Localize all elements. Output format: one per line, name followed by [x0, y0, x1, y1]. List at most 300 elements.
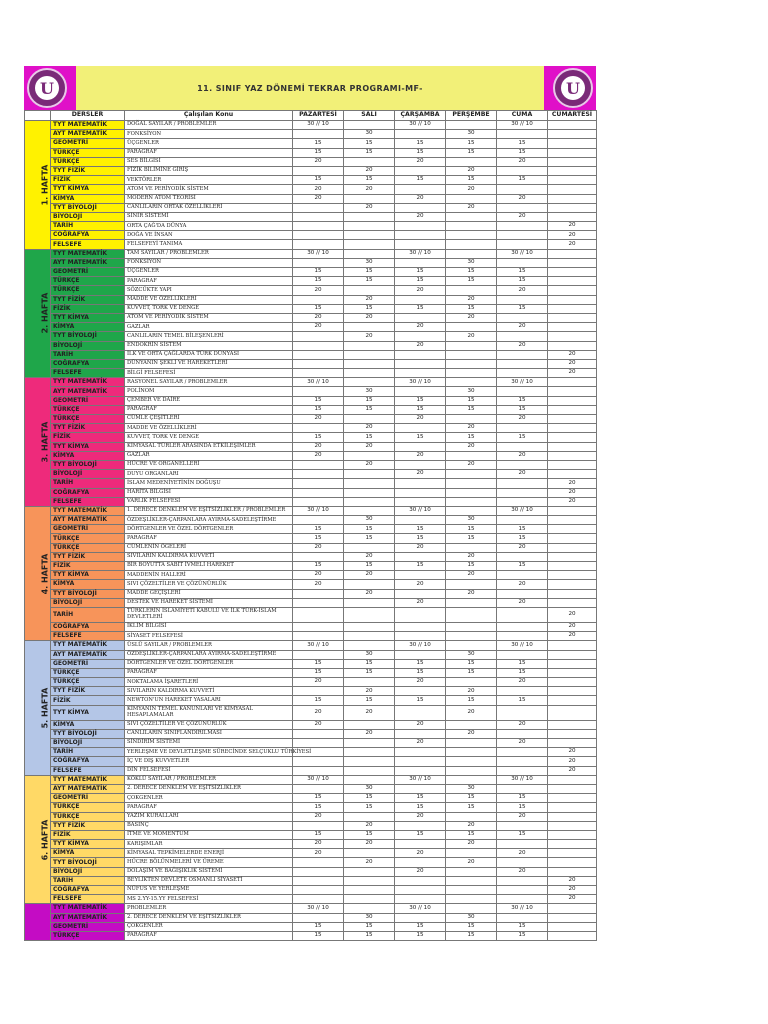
- duration-cell: [344, 757, 395, 766]
- duration-cell: 20: [446, 840, 497, 849]
- duration-cell: [548, 258, 597, 267]
- duration-cell: [395, 858, 446, 867]
- subject-cell: BİYOLOJİ: [51, 739, 125, 748]
- duration-cell: [548, 678, 597, 687]
- duration-cell: [446, 775, 497, 784]
- duration-cell: 15: [293, 794, 344, 803]
- table-row: [25, 387, 597, 396]
- duration-cell: 20: [497, 157, 548, 166]
- table-row: [25, 552, 597, 561]
- duration-cell: 15: [395, 277, 446, 286]
- topic-cell: İSLAM MEDENİYETİNİN DOĞUŞU: [125, 479, 293, 488]
- subject-cell: TYT FİZİK: [51, 687, 125, 696]
- table-row: [25, 139, 597, 148]
- table-row: [25, 516, 597, 525]
- duration-cell: [446, 240, 497, 249]
- topic-cell: BİR BOYUTTA SABİT İVMELİ HAREKET: [125, 562, 293, 571]
- duration-cell: [344, 678, 395, 687]
- duration-cell: 15: [446, 922, 497, 931]
- subject-cell: AYT MATEMATİK: [51, 516, 125, 525]
- duration-cell: 20: [497, 678, 548, 687]
- topic-cell: İÇ VE DIŞ KUVVETLER: [125, 757, 293, 766]
- topic-cell: GAZLAR: [125, 323, 293, 332]
- topic-cell: PARAGRAF: [125, 148, 293, 157]
- duration-cell: [497, 571, 548, 580]
- table-row: [25, 488, 597, 497]
- duration-cell: 15: [344, 659, 395, 668]
- table-row: [25, 641, 597, 650]
- duration-cell: 15: [446, 304, 497, 313]
- duration-cell: [548, 121, 597, 130]
- duration-cell: [293, 470, 344, 479]
- topic-cell: HARİTA BİLGİSİ: [125, 488, 293, 497]
- duration-cell: 15: [344, 803, 395, 812]
- duration-cell: [395, 757, 446, 766]
- topic-cell: FİZİK BİLİMİNE GİRİŞ: [125, 166, 293, 175]
- duration-cell: 20: [344, 442, 395, 451]
- duration-cell: 20: [344, 858, 395, 867]
- subject-cell: TYT BİYOLOJİ: [51, 332, 125, 341]
- col-header-wednesday: ÇARŞAMBA: [395, 111, 446, 121]
- duration-cell: [548, 598, 597, 607]
- duration-cell: [344, 378, 395, 387]
- duration-cell: [395, 295, 446, 304]
- duration-cell: 30 // 10: [497, 249, 548, 258]
- duration-cell: [548, 203, 597, 212]
- duration-cell: [548, 849, 597, 858]
- duration-cell: [497, 387, 548, 396]
- duration-cell: 20: [344, 460, 395, 469]
- duration-cell: [446, 286, 497, 295]
- table-row: [25, 332, 597, 341]
- duration-cell: 30 // 10: [497, 506, 548, 515]
- duration-cell: 20: [395, 812, 446, 821]
- table-row: [25, 632, 597, 641]
- duration-cell: [395, 650, 446, 659]
- duration-cell: [293, 687, 344, 696]
- duration-cell: 15: [344, 277, 395, 286]
- duration-cell: 20: [497, 720, 548, 729]
- duration-cell: 20: [548, 350, 597, 359]
- duration-cell: 15: [293, 696, 344, 705]
- duration-cell: 30 // 10: [497, 378, 548, 387]
- duration-cell: [446, 369, 497, 378]
- subject-cell: TARİH: [51, 350, 125, 359]
- table-row: [25, 543, 597, 552]
- duration-cell: 20: [446, 552, 497, 561]
- duration-cell: 15: [395, 396, 446, 405]
- duration-cell: [548, 571, 597, 580]
- table-row: [25, 378, 597, 387]
- duration-cell: 30: [344, 784, 395, 793]
- duration-cell: [344, 766, 395, 775]
- table-row: [25, 784, 597, 793]
- week-column-header: [25, 111, 51, 121]
- topic-cell: KUVVET, TORK VE DENGE: [125, 304, 293, 313]
- table-row: [25, 212, 597, 221]
- duration-cell: 15: [497, 433, 548, 442]
- duration-cell: [497, 166, 548, 175]
- table-row: [25, 659, 597, 668]
- subject-cell: KİMYA: [51, 849, 125, 858]
- duration-cell: [344, 886, 395, 895]
- duration-cell: [344, 598, 395, 607]
- duration-cell: 20: [293, 323, 344, 332]
- topic-cell: DOLAŞIM VE BAĞIŞIKLIK SİSTEMİ: [125, 867, 293, 876]
- col-header-topic: Çalışılan Konu: [125, 111, 293, 121]
- subject-cell: GEOMETRİ: [51, 659, 125, 668]
- table-row: [25, 668, 597, 677]
- duration-cell: 20: [497, 739, 548, 748]
- duration-cell: 20: [446, 589, 497, 598]
- topic-cell: NEWTON'UN HAREKET YASALARI: [125, 696, 293, 705]
- duration-cell: 15: [344, 696, 395, 705]
- duration-cell: [548, 433, 597, 442]
- duration-cell: 20: [344, 203, 395, 212]
- topic-cell: ATOM VE PERİYODİK SİSTEM: [125, 185, 293, 194]
- duration-cell: [497, 650, 548, 659]
- duration-cell: 30 // 10: [497, 121, 548, 130]
- duration-cell: [293, 867, 344, 876]
- duration-cell: [497, 607, 548, 622]
- duration-cell: [293, 166, 344, 175]
- duration-cell: [497, 442, 548, 451]
- duration-cell: 15: [344, 268, 395, 277]
- subject-cell: FELSEFE: [51, 369, 125, 378]
- duration-cell: [548, 867, 597, 876]
- duration-cell: 30 // 10: [293, 641, 344, 650]
- duration-cell: 20: [395, 212, 446, 221]
- duration-cell: [446, 876, 497, 885]
- duration-cell: 20: [344, 729, 395, 738]
- duration-cell: 15: [293, 931, 344, 940]
- duration-cell: [344, 506, 395, 515]
- duration-cell: [395, 632, 446, 641]
- duration-cell: 15: [344, 525, 395, 534]
- schedule-sheet: [24, 66, 596, 941]
- subject-cell: TYT MATEMATİK: [51, 249, 125, 258]
- subject-cell: TYT MATEMATİK: [51, 641, 125, 650]
- subject-cell: COĞRAFYA: [51, 359, 125, 368]
- duration-cell: [446, 506, 497, 515]
- topic-cell: ORTA ÇAĞ'DA DÜNYA: [125, 222, 293, 231]
- duration-cell: 30 // 10: [293, 378, 344, 387]
- duration-cell: 15: [446, 931, 497, 940]
- duration-cell: [497, 748, 548, 757]
- duration-cell: 20: [344, 295, 395, 304]
- duration-cell: [344, 580, 395, 589]
- table-row: [25, 904, 597, 913]
- duration-cell: [548, 840, 597, 849]
- duration-cell: 20: [446, 295, 497, 304]
- duration-cell: [344, 849, 395, 858]
- duration-cell: 20: [395, 543, 446, 552]
- duration-cell: 15: [497, 405, 548, 414]
- topic-cell: HÜCRE BÖLÜNMELERİ VE ÜREME: [125, 858, 293, 867]
- duration-cell: 15: [293, 525, 344, 534]
- duration-cell: [446, 849, 497, 858]
- duration-cell: [446, 497, 497, 506]
- duration-cell: [395, 840, 446, 849]
- duration-cell: 15: [446, 794, 497, 803]
- duration-cell: [497, 203, 548, 212]
- duration-cell: 20: [344, 571, 395, 580]
- duration-cell: 15: [395, 562, 446, 571]
- duration-cell: [293, 460, 344, 469]
- duration-cell: [548, 415, 597, 424]
- table-row: [25, 313, 597, 322]
- subject-cell: TÜRKÇE: [51, 668, 125, 677]
- duration-cell: [446, 488, 497, 497]
- duration-cell: 15: [497, 277, 548, 286]
- duration-cell: [293, 231, 344, 240]
- duration-cell: [395, 203, 446, 212]
- topic-cell: İLK VE ORTA ÇAĞLARDA TÜRK DÜNYASI: [125, 350, 293, 359]
- duration-cell: 30 // 10: [395, 506, 446, 515]
- duration-cell: 15: [395, 304, 446, 313]
- table-row: [25, 696, 597, 705]
- duration-cell: 20: [497, 212, 548, 221]
- subject-cell: TYT FİZİK: [51, 166, 125, 175]
- table-row: [25, 258, 597, 267]
- duration-cell: [446, 739, 497, 748]
- topic-cell: KÖKLÜ SAYILAR / PROBLEMLER: [125, 775, 293, 784]
- duration-cell: 15: [497, 268, 548, 277]
- duration-cell: 15: [395, 268, 446, 277]
- table-row: [25, 203, 597, 212]
- subject-cell: GEOMETRİ: [51, 396, 125, 405]
- duration-cell: 30 // 10: [497, 641, 548, 650]
- duration-cell: [446, 121, 497, 130]
- table-row: [25, 622, 597, 631]
- table-row: [25, 396, 597, 405]
- duration-cell: [497, 705, 548, 720]
- duration-cell: [293, 589, 344, 598]
- duration-cell: [344, 369, 395, 378]
- table-row: [25, 415, 597, 424]
- table-row: [25, 277, 597, 286]
- subject-cell: TÜRKÇE: [51, 286, 125, 295]
- duration-cell: 20: [395, 415, 446, 424]
- duration-cell: [446, 895, 497, 904]
- subject-cell: COĞRAFYA: [51, 488, 125, 497]
- subject-cell: KİMYA: [51, 323, 125, 332]
- duration-cell: [548, 720, 597, 729]
- duration-cell: 15: [344, 176, 395, 185]
- duration-cell: 20: [446, 442, 497, 451]
- topic-cell: MADDE VE ÖZELLİKLERİ: [125, 295, 293, 304]
- duration-cell: 30 // 10: [497, 904, 548, 913]
- subject-cell: COĞRAFYA: [51, 757, 125, 766]
- topic-cell: SÖZCÜKTE YAPI: [125, 286, 293, 295]
- duration-cell: [497, 359, 548, 368]
- duration-cell: [395, 571, 446, 580]
- duration-cell: [344, 812, 395, 821]
- duration-cell: [344, 323, 395, 332]
- duration-cell: 20: [548, 886, 597, 895]
- duration-cell: [497, 350, 548, 359]
- table-row: [25, 571, 597, 580]
- duration-cell: 15: [446, 139, 497, 148]
- subject-cell: TYT MATEMATİK: [51, 506, 125, 515]
- table-row: [25, 895, 597, 904]
- topic-cell: DOĞA VE İNSAN: [125, 231, 293, 240]
- subject-cell: FELSEFE: [51, 632, 125, 641]
- duration-cell: 30 // 10: [395, 249, 446, 258]
- duration-cell: [497, 913, 548, 922]
- topic-cell: ATOM VE PERİYODİK SİSTEM: [125, 313, 293, 322]
- duration-cell: [497, 821, 548, 830]
- col-header-thursday: PERŞEMBE: [446, 111, 497, 121]
- table-row: [25, 222, 597, 231]
- table-row: [25, 295, 597, 304]
- subject-cell: TYT FİZİK: [51, 424, 125, 433]
- duration-cell: 20: [548, 240, 597, 249]
- duration-cell: [446, 867, 497, 876]
- table-row: [25, 304, 597, 313]
- duration-cell: 15: [497, 525, 548, 534]
- subject-cell: TYT KİMYA: [51, 442, 125, 451]
- duration-cell: 20: [293, 720, 344, 729]
- topic-cell: YAZIM KURALLARI: [125, 812, 293, 821]
- topic-cell: NOKTALAMA İŞARETLERİ: [125, 678, 293, 687]
- topic-cell: CÜMLENİN ÖGELERİ: [125, 543, 293, 552]
- duration-cell: [344, 286, 395, 295]
- duration-cell: 20: [446, 313, 497, 322]
- duration-cell: [497, 858, 548, 867]
- table-row: [25, 185, 597, 194]
- duration-cell: [497, 729, 548, 738]
- topic-cell: PROBLEMLER: [125, 904, 293, 913]
- subject-cell: FİZİK: [51, 830, 125, 839]
- table-row: [25, 470, 597, 479]
- table-row: [25, 794, 597, 803]
- subject-cell: TYT KİMYA: [51, 313, 125, 322]
- col-header-lessons: DERSLER: [51, 111, 125, 121]
- subject-cell: TÜRKÇE: [51, 415, 125, 424]
- duration-cell: [395, 222, 446, 231]
- duration-cell: 15: [395, 830, 446, 839]
- duration-cell: [548, 387, 597, 396]
- duration-cell: [548, 470, 597, 479]
- duration-cell: [344, 479, 395, 488]
- duration-cell: [548, 641, 597, 650]
- duration-cell: [548, 194, 597, 203]
- table-row: [25, 442, 597, 451]
- duration-cell: [446, 415, 497, 424]
- duration-cell: 30: [446, 516, 497, 525]
- topic-cell: PARAGRAF: [125, 803, 293, 812]
- table-row: [25, 678, 597, 687]
- duration-cell: [446, 212, 497, 221]
- topic-cell: DİN FELSEFESİ: [125, 766, 293, 775]
- table-row: [25, 849, 597, 858]
- topic-cell: BASINÇ: [125, 821, 293, 830]
- duration-cell: 20: [548, 488, 597, 497]
- duration-cell: 15: [344, 304, 395, 313]
- topic-cell: POLİNOM: [125, 387, 293, 396]
- duration-cell: 15: [293, 396, 344, 405]
- duration-cell: 30 // 10: [497, 775, 548, 784]
- duration-cell: [395, 886, 446, 895]
- duration-cell: [395, 687, 446, 696]
- subject-cell: FİZİK: [51, 696, 125, 705]
- subject-cell: KİMYA: [51, 194, 125, 203]
- table-row: [25, 913, 597, 922]
- duration-cell: 20: [446, 166, 497, 175]
- table-row: [25, 286, 597, 295]
- duration-cell: [344, 415, 395, 424]
- duration-cell: [548, 668, 597, 677]
- duration-cell: 20: [293, 451, 344, 460]
- duration-cell: [395, 607, 446, 622]
- duration-cell: 30 // 10: [395, 904, 446, 913]
- duration-cell: [548, 249, 597, 258]
- table-row: [25, 350, 597, 359]
- duration-cell: [497, 895, 548, 904]
- duration-cell: 15: [446, 525, 497, 534]
- duration-cell: [446, 157, 497, 166]
- duration-cell: [344, 194, 395, 203]
- duration-cell: [344, 121, 395, 130]
- duration-cell: 20: [344, 840, 395, 849]
- topic-cell: MODERN ATOM TEORİSİ: [125, 194, 293, 203]
- topic-cell: ÜÇGENLER: [125, 139, 293, 148]
- duration-cell: [548, 775, 597, 784]
- duration-cell: 20: [497, 194, 548, 203]
- duration-cell: 20: [344, 821, 395, 830]
- col-header-friday: CUMA: [497, 111, 548, 121]
- col-header-saturday: CUMARTESİ: [548, 111, 597, 121]
- topic-cell: FONKSİYON: [125, 258, 293, 267]
- table-row: [25, 130, 597, 139]
- duration-cell: 20: [548, 876, 597, 885]
- duration-cell: [395, 258, 446, 267]
- subject-cell: TYT BİYOLOJİ: [51, 729, 125, 738]
- duration-cell: [548, 913, 597, 922]
- topic-cell: ÇEMBER VE DAİRE: [125, 396, 293, 405]
- duration-cell: 30 // 10: [293, 775, 344, 784]
- table-row: [25, 812, 597, 821]
- duration-cell: 20: [344, 705, 395, 720]
- duration-cell: [395, 185, 446, 194]
- duration-cell: [293, 913, 344, 922]
- schedule-body: [25, 121, 597, 941]
- table-row: [25, 433, 597, 442]
- duration-cell: [293, 858, 344, 867]
- duration-cell: [446, 341, 497, 350]
- duration-cell: [497, 313, 548, 322]
- duration-cell: 20: [548, 757, 597, 766]
- table-row: [25, 157, 597, 166]
- schedule-table: [24, 110, 597, 941]
- duration-cell: 20: [497, 867, 548, 876]
- topic-cell: KUVVET, TORK VE DENGE: [125, 433, 293, 442]
- duration-cell: 30: [344, 258, 395, 267]
- duration-cell: [497, 757, 548, 766]
- duration-cell: 20: [293, 840, 344, 849]
- week-label: [25, 775, 51, 904]
- duration-cell: 20: [395, 849, 446, 858]
- duration-cell: [446, 766, 497, 775]
- subject-cell: BİYOLOJİ: [51, 341, 125, 350]
- week-label-text: 3. HAFTA: [40, 421, 50, 463]
- duration-cell: [497, 369, 548, 378]
- duration-cell: [344, 632, 395, 641]
- table-row: [25, 497, 597, 506]
- duration-cell: [548, 185, 597, 194]
- topic-cell: ÖZDEŞLİKLER-ÇARPANLARA AYIRMA-SADELEŞTİRME: [125, 516, 293, 525]
